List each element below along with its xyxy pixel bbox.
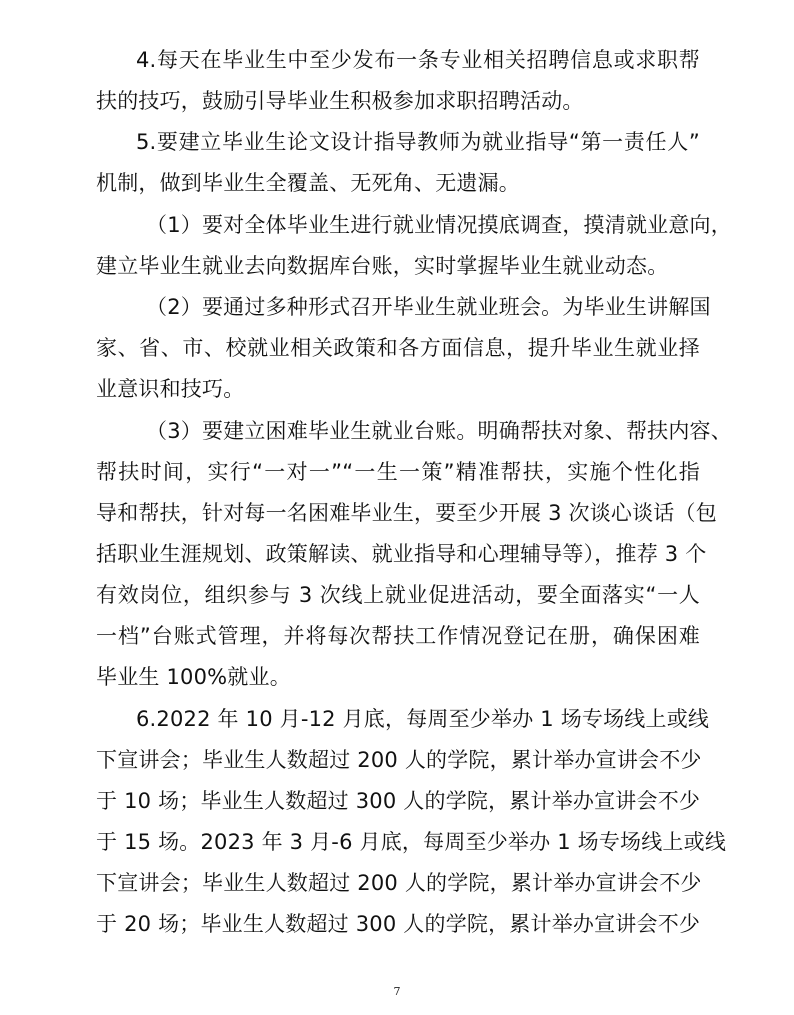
paragraph-6-line-4: 于 15 场。2023 年 3 月-6 月底，每周至少举办 1 场专场线上或线: [96, 830, 727, 854]
paragraph-5-3-line-7: 毕业生 100%就业。: [96, 665, 291, 689]
paragraph-5-1-line-2: 建立毕业生就业去向数据库台账，实时掌握毕业生就业动态。: [96, 254, 669, 278]
paragraph-5-3-line-1: （3）要建立困难毕业生就业台账。明确帮扶对象、帮扶内容、: [146, 419, 732, 443]
paragraph-5-3-line-6: 一档”台账式管理，并将每次帮扶工作情况登记在册，确保困难: [96, 624, 700, 648]
paragraph-6-line-5: 下宣讲会；毕业生人数超过 200 人的学院，累计举办宣讲会不少: [96, 871, 702, 895]
paragraph-5-2-line-3: 业意识和技巧。: [96, 377, 245, 401]
paragraph-6-line-6: 于 20 场；毕业生人数超过 300 人的学院，累计举办宣讲会不少: [96, 912, 701, 936]
paragraph-4-line-2: 扶的技巧，鼓励引导毕业生积极参加求职招聘活动。: [96, 89, 584, 113]
paragraph-5-line-2: 机制，做到毕业生全覆盖、无死角、无遗漏。: [96, 171, 520, 195]
paragraph-5-3-line-5: 有效岗位，组织参与 3 次线上就业促进活动，要全面落实“一人: [96, 583, 700, 607]
paragraph-5-3-line-3: 导和帮扶，针对每一名困难毕业生，要至少开展 3 次谈心谈话（包: [96, 501, 717, 525]
paragraph-5-1-line-1: （1）要对全体毕业生进行就业情况摸底调查，摸清就业意向，: [146, 213, 732, 237]
paragraph-5-2-line-2: 家、省、市、校就业相关政策和各方面信息，提升毕业生就业择: [96, 336, 700, 360]
paragraph-5-line-1: 5.要建立毕业生论文设计指导教师为就业指导“第一责任人”: [136, 130, 700, 154]
paragraph-5-2-line-1: （2）要通过多种形式召开毕业生就业班会。为毕业生讲解国: [146, 295, 711, 319]
paragraph-5-3-line-2: 帮扶时间，实行“一对一”“一生一策”精准帮扶，实施个性化指: [96, 460, 700, 484]
paragraph-6-line-3: 于 10 场；毕业生人数超过 300 人的学院，累计举办宣讲会不少: [96, 789, 701, 813]
page-number: 7: [393, 985, 401, 998]
paragraph-4-line-1: 4.每天在毕业生中至少发布一条专业相关招聘信息或求职帮: [136, 48, 700, 72]
paragraph-5-3-line-4: 括职业生涯规划、政策解读、就业指导和心理辅导等），推荐 3 个: [96, 542, 707, 566]
paragraph-6-line-1: 6.2022 年 10 月-12 月底，每周至少举办 1 场专场线上或线: [136, 707, 710, 731]
paragraph-6-line-2: 下宣讲会；毕业生人数超过 200 人的学院，累计举办宣讲会不少: [96, 748, 702, 772]
